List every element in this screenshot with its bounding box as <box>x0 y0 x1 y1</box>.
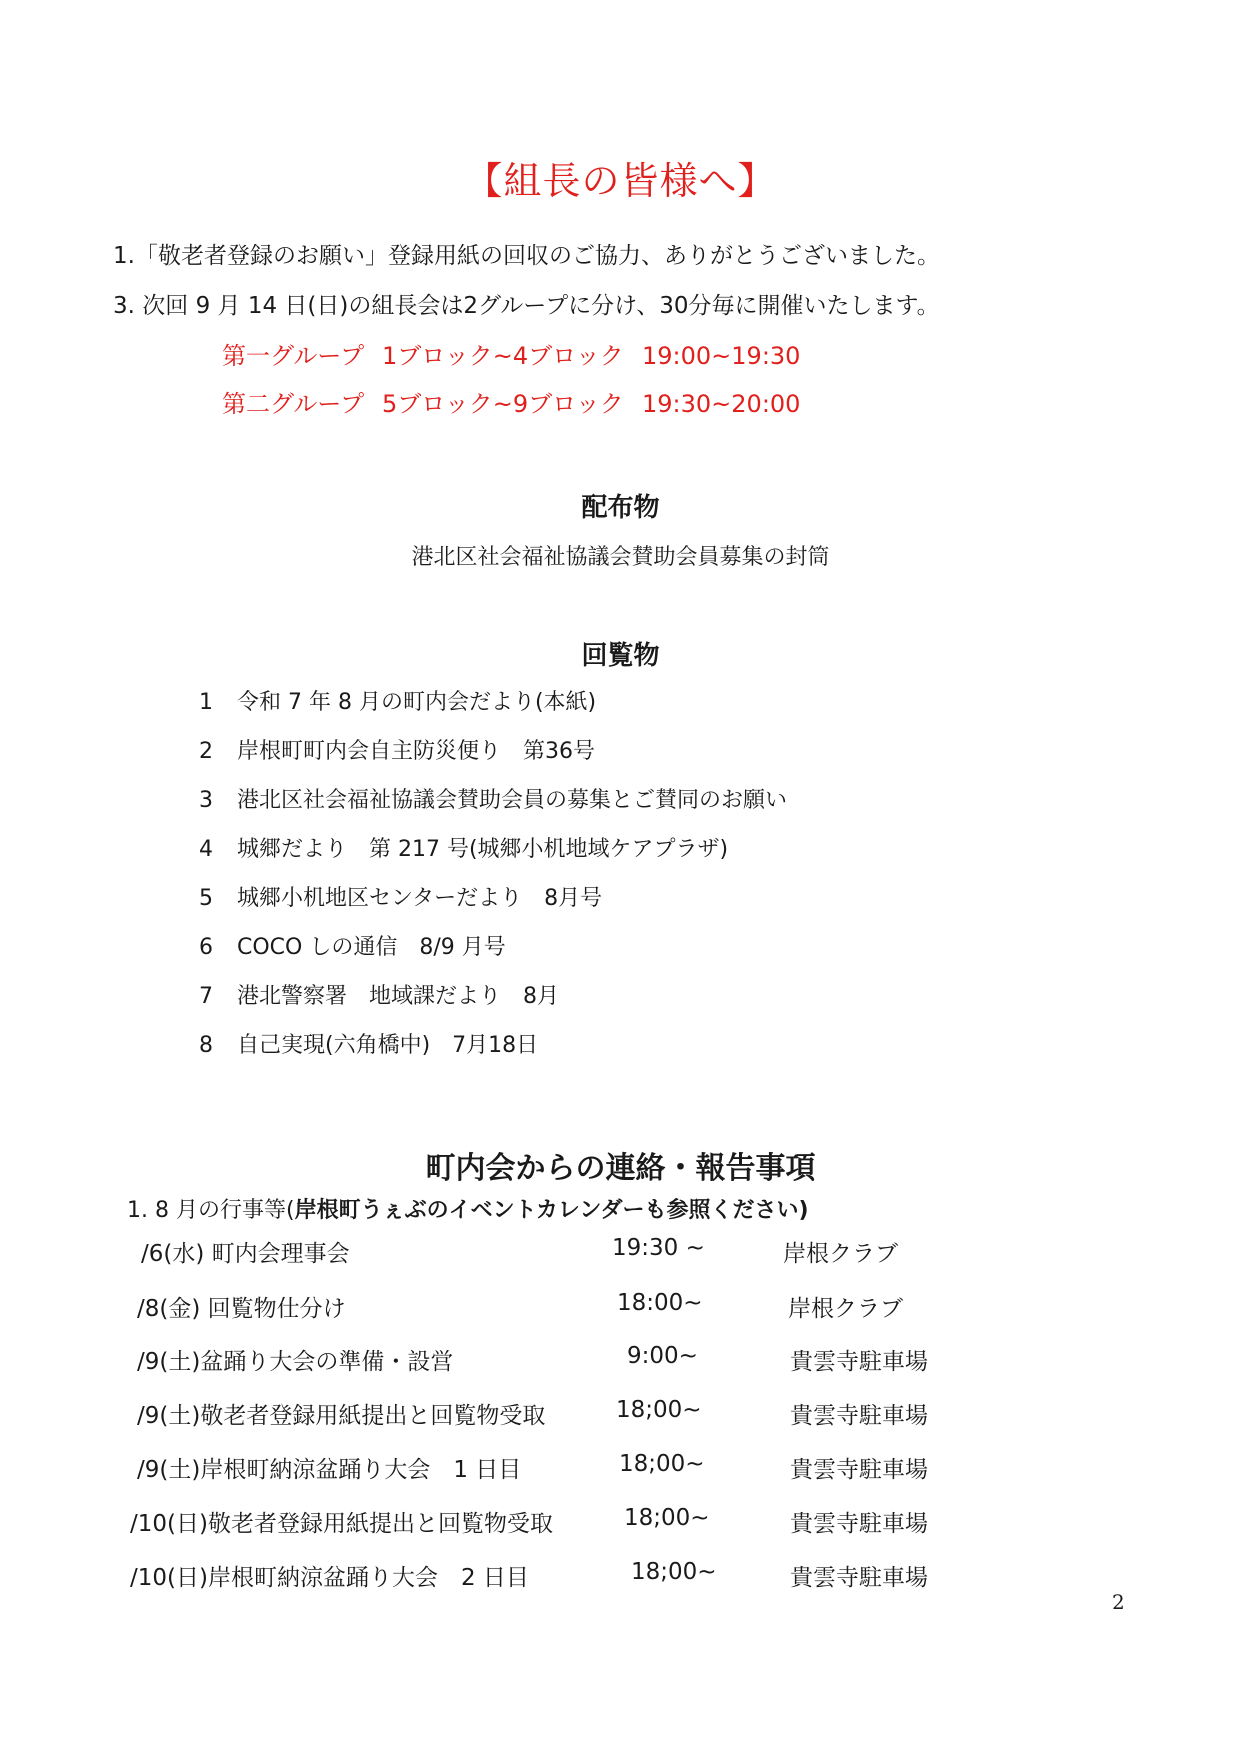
events-subheading <box>127 1193 809 1224</box>
item-number: 7 <box>199 984 213 1009</box>
event-place: 貴雲寺駐車場 <box>790 1457 928 1483</box>
item-text: 岸根町町内会自主防災便り 第36号 <box>237 739 595 764</box>
subheading-prefix: 1. 8 月の行事等( <box>127 1198 295 1223</box>
item-text: 令和 7 年 8 月の町内会だより(本紙) <box>237 690 597 715</box>
item-number: 8 <box>199 1033 213 1058</box>
event-place: 貴雲寺駐車場 <box>790 1565 928 1591</box>
notice-line-3: 3. 次回 9 月 14 日(日)の組長会は2グループに分け、30分毎に開催いたします。 <box>113 293 940 319</box>
page-title: 【組長の皆様へ】 <box>464 159 777 203</box>
subheading-bold: 岸根町うぇぶのイベントカレンダーも参照ください) <box>294 1198 809 1223</box>
event-time: 18;00~ <box>616 1397 702 1423</box>
event-place: 岸根クラブ <box>783 1241 898 1267</box>
event-time: 18;00~ <box>619 1451 705 1477</box>
event-place: 貴雲寺駐車場 <box>790 1403 928 1429</box>
group-time: 19:30~20:00 <box>642 390 801 418</box>
item-number: 2 <box>199 739 213 764</box>
item-text: 城郷だより 第 217 号(城郷小机地域ケアプラザ) <box>237 837 729 862</box>
report-heading: 町内会からの連絡・報告事項 <box>425 1151 816 1186</box>
item-number: 6 <box>199 935 213 960</box>
event-place: 貴雲寺駐車場 <box>790 1349 928 1375</box>
circulation-heading: 回覧物 <box>581 641 660 671</box>
list-item <box>199 979 559 1010</box>
item-text: 自己実現(六角橋中) 7月18日 <box>237 1033 539 1058</box>
list-item <box>199 734 595 765</box>
group-name: 第二グループ <box>222 390 365 418</box>
group-name: 第一グループ <box>222 342 365 370</box>
event-date: /6(水) 町内会理事会 <box>141 1241 350 1267</box>
distribution-heading: 配布物 <box>581 493 660 523</box>
group-row <box>222 336 800 371</box>
event-time: 18:00~ <box>617 1290 703 1316</box>
event-date: /9(土)敬老者登録用紙提出と回覧物受取 <box>137 1403 546 1429</box>
item-number: 3 <box>199 788 213 813</box>
event-place: 岸根クラブ <box>788 1296 903 1322</box>
list-item <box>199 832 728 863</box>
item-text: 港北警察署 地域課だより 8月 <box>237 984 559 1009</box>
item-text: COCO しの通信 8/9 月号 <box>237 935 506 960</box>
event-time: 18;00~ <box>624 1505 710 1531</box>
group-blocks: 1ブロック~4ブロック <box>382 342 624 370</box>
list-item <box>199 1028 538 1059</box>
item-text: 港北区社会福祉協議会賛助会員の募集とご賛同のお願い <box>237 788 788 813</box>
event-date: /10(日)岸根町納涼盆踊り大会 2 日目 <box>130 1565 529 1591</box>
list-item <box>199 930 506 961</box>
item-number: 4 <box>199 837 213 862</box>
group-blocks: 5ブロック~9ブロック <box>382 390 624 418</box>
list-item <box>199 685 596 716</box>
item-number: 1 <box>199 690 213 715</box>
group-row <box>222 384 800 419</box>
event-date: /8(金) 回覧物仕分け <box>137 1296 346 1322</box>
list-item <box>199 783 787 814</box>
distribution-item: 港北区社会福祉協議会賛助会員募集の封筒 <box>411 545 830 570</box>
event-place: 貴雲寺駐車場 <box>790 1511 928 1537</box>
event-date: /9(土)盆踊り大会の準備・設営 <box>137 1349 454 1375</box>
event-time: 9:00~ <box>627 1343 698 1369</box>
event-date: /9(土)岸根町納涼盆踊り大会 1 日目 <box>137 1457 522 1483</box>
notice-line-1: 1.「敬老者登録のお願い」登録用紙の回収のご協力、ありがとうございました。 <box>113 243 940 269</box>
event-time: 19:30 ~ <box>612 1235 705 1261</box>
event-time: 18;00~ <box>631 1559 717 1585</box>
list-item <box>199 881 602 912</box>
item-text: 城郷小机地区センターだより 8月号 <box>237 886 603 911</box>
event-date: /10(日)敬老者登録用紙提出と回覧物受取 <box>130 1511 553 1537</box>
group-time: 19:00~19:30 <box>642 342 801 370</box>
page-number: 2 <box>1112 1590 1125 1614</box>
item-number: 5 <box>199 886 213 911</box>
